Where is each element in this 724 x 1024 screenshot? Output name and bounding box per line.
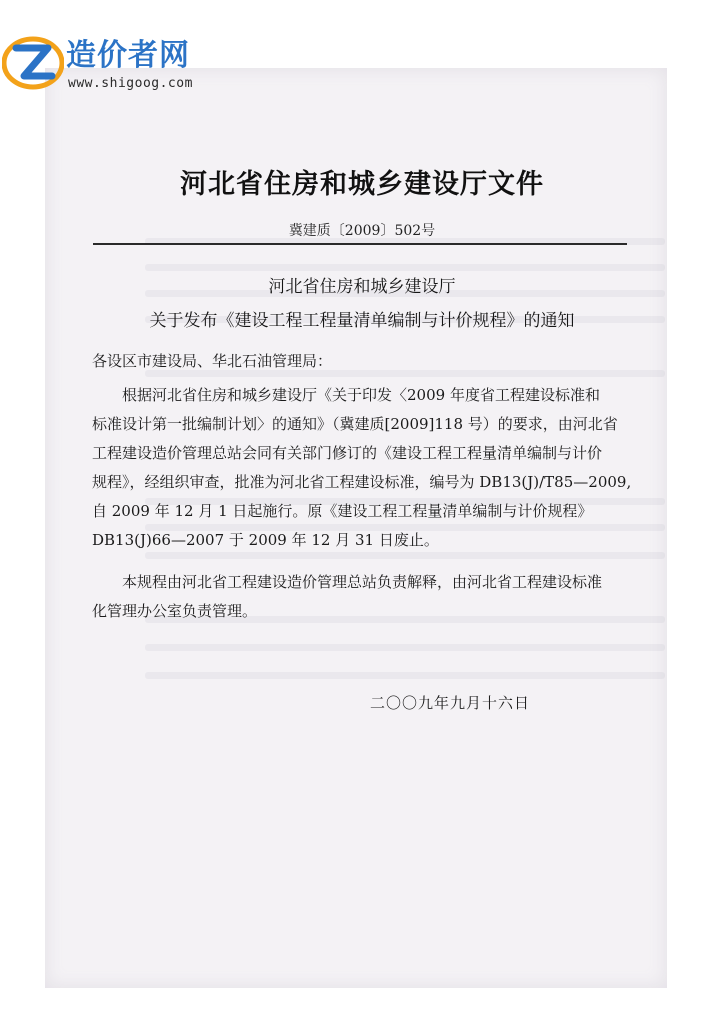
logo-site-name: 造价者网 <box>66 38 190 73</box>
paragraph-line: 自 2009 年 12 月 1 日起施行。原《建设工程工程量清单编制与计价规程》 <box>92 502 593 520</box>
paragraph-line: DB13(J)66—2007 于 2009 年 12 月 31 日废止。 <box>92 531 439 549</box>
issue-date: 二〇〇九年九月十六日 <box>370 694 531 712</box>
paragraph-line: 本规程由河北省工程建设造价管理总站负责解释，由河北省工程建设标准 <box>122 573 603 591</box>
document-number: 冀建质〔2009〕502号 <box>288 223 436 239</box>
paragraph-line: 根据河北省住房和城乡建设厅《关于印发〈2009 年度省工程建设标准和 <box>122 386 600 404</box>
body-paragraph-1 <box>92 381 638 555</box>
bleed-through-line <box>145 370 665 377</box>
bleed-through-line <box>145 644 665 651</box>
body-paragraph-2 <box>92 568 638 626</box>
paragraph-line: 化管理办公室负责管理。 <box>92 602 258 620</box>
issuer-name: 河北省住房和城乡建设厅 <box>268 277 456 297</box>
z-logo-icon <box>2 30 64 92</box>
paragraph-line: 标准设计第一批编制计划〉的通知》（冀建质[2009]118 号）的要求，由河北省 <box>92 415 618 433</box>
bleed-through-line <box>145 672 665 679</box>
header-divider <box>93 243 627 245</box>
logo-site-url: www.shigoog.com <box>68 76 193 91</box>
document-header: 河北省住房和城乡建设厅文件 <box>180 169 544 200</box>
site-logo[interactable] <box>2 24 242 102</box>
bleed-through-line <box>145 264 665 271</box>
paragraph-line: 工程建设造价管理总站会同有关部门修订的《建设工程工程量清单编制与计价 <box>92 444 603 462</box>
notice-title: 关于发布《建设工程工程量清单编制与计价规程》的通知 <box>149 311 575 331</box>
recipients-line: 各设区市建设局、华北石油管理局： <box>92 352 333 370</box>
paragraph-line: 规程》，经组织审查，批准为河北省工程建设标准，编号为 DB13(J)/T85—2009, <box>92 473 632 491</box>
